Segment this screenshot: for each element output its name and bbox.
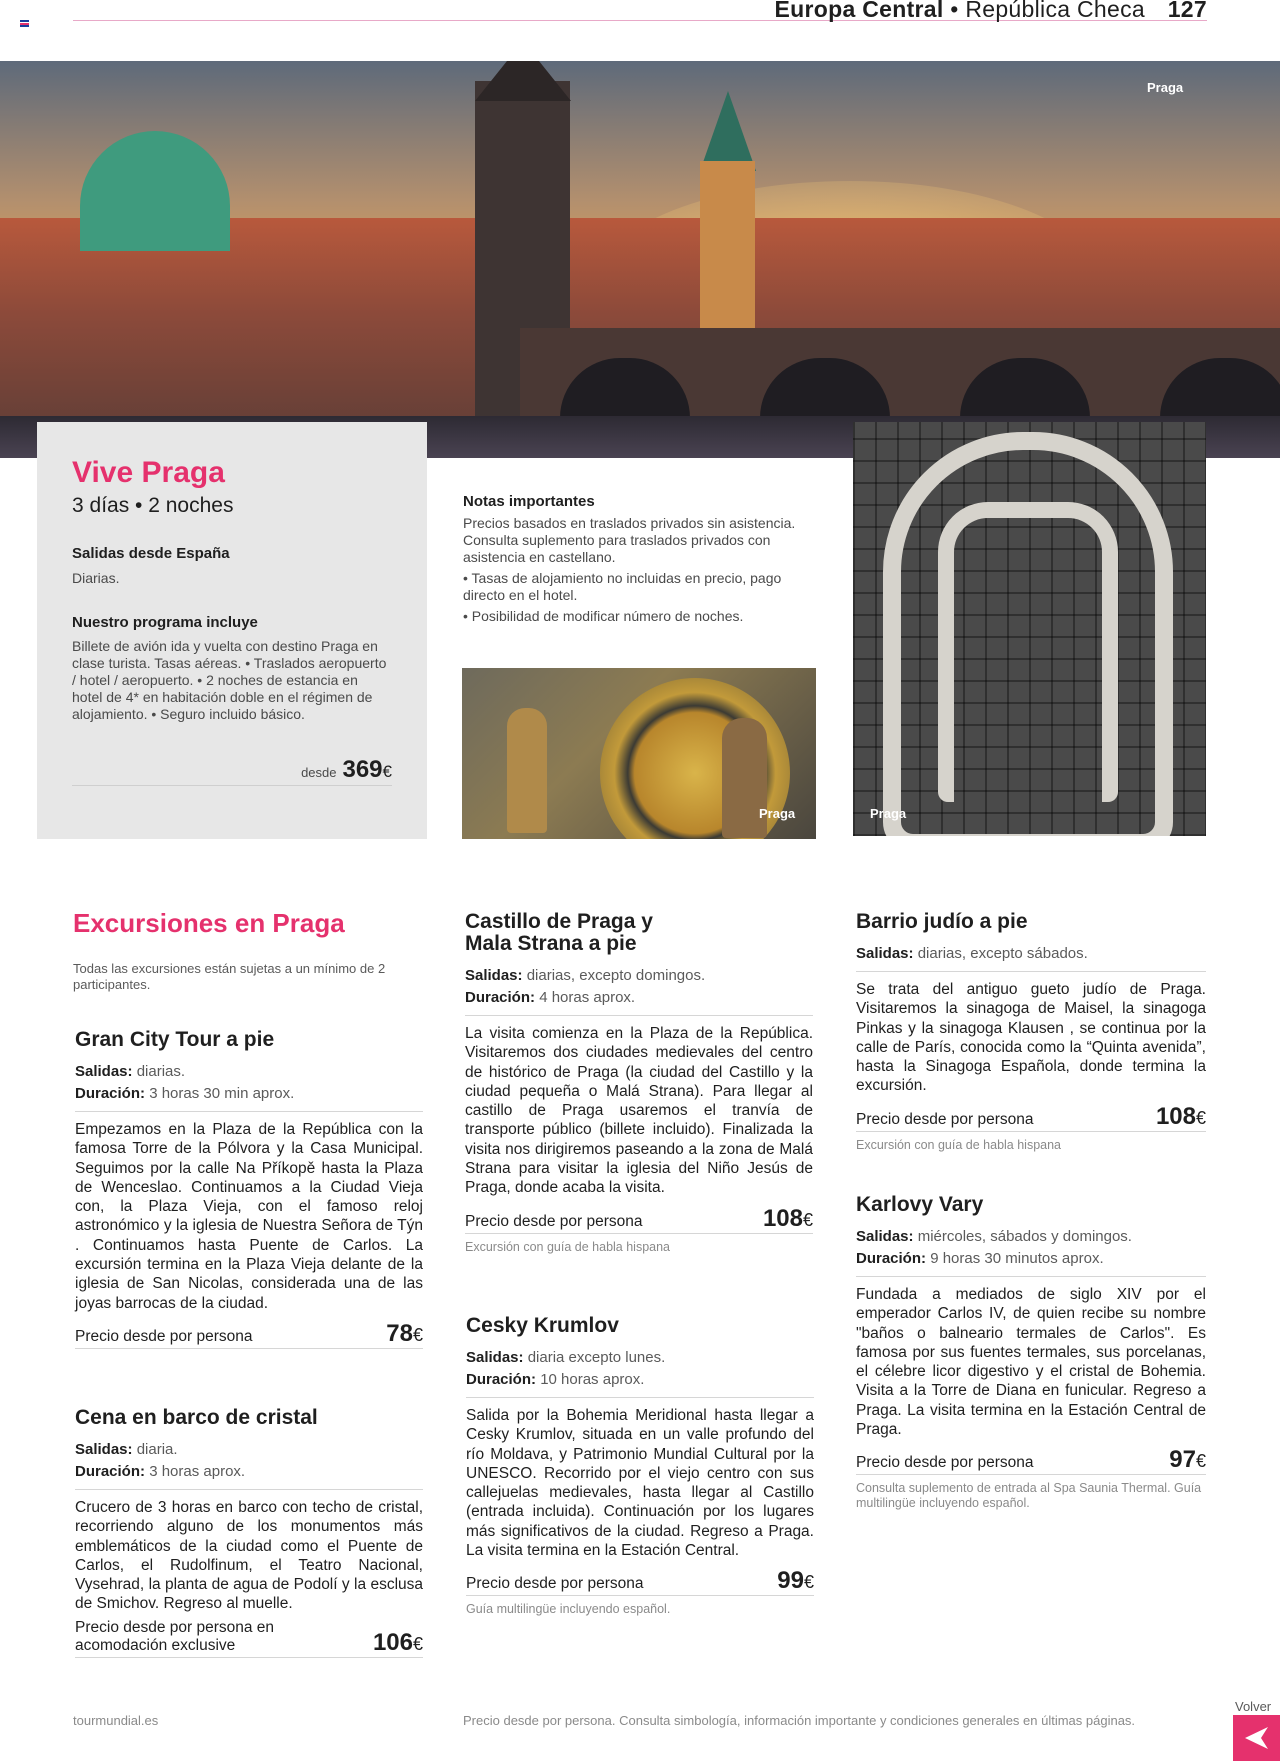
package-card: [37, 422, 427, 839]
excursion-name: Cena en barco de cristal: [75, 1406, 318, 1429]
excursion-name: Karlovy Vary: [856, 1193, 984, 1216]
excursion-name: Barrio judío a pie: [856, 910, 1028, 933]
price-currency: €: [412, 1324, 423, 1345]
excursion-gran-city-tour: [75, 1029, 423, 1349]
price-currency: €: [412, 1633, 423, 1654]
salidas-label: Salidas:: [75, 1063, 133, 1080]
excursion-description: La visita comienza en la Plaza de la República. Visitaremos dos ciudades medievales del centro de histórico de Praga (la ciudad del Castillo y la ciudad pequeña o Malá Strana). Para llegar al castillo de Praga usaremos el tranvía de transporte público (billete incluido). Finalizada la visita nos dirigiremos paseando a la zona de Malá Strana para visitar la iglesia del Niño Jesús de Praga, donde acaba la visita.: [465, 1025, 813, 1197]
header-separator: •: [950, 0, 959, 22]
price-value: 108: [1155, 1102, 1196, 1130]
excursion-note: Guía multilingüe incluyendo español.: [466, 1602, 671, 1617]
price-value: 369: [342, 756, 383, 783]
excursions-note: Todas las excursiones están sujetas a un mínimo de 2 participantes.: [73, 961, 386, 992]
departures-heading: Salidas desde España: [72, 545, 230, 562]
price-label: Precio desde por persona: [75, 1327, 253, 1345]
important-notes: [463, 493, 818, 629]
excursion-price: [465, 1204, 813, 1234]
excursion-cena-barco: [75, 1407, 423, 1658]
price-value: 78: [386, 1319, 413, 1347]
price-currency: €: [1195, 1107, 1206, 1128]
price-currency: €: [803, 1572, 814, 1593]
excursion-cesky-krumlov: [466, 1315, 814, 1617]
note-item: Precios basados en traslados privados sin asistencia. Consulta suplemento para traslados privados con asistencia en castellano.: [463, 515, 796, 565]
duracion-value: 9 horas 30 minutos aprox.: [930, 1250, 1104, 1267]
excursion-name: Castillo de Praga y Mala Strana a pie: [465, 910, 653, 955]
excursion-price: [856, 1102, 1206, 1132]
price-value: 99: [777, 1567, 804, 1595]
excursion-description: Se trata del antiguo gueto judío de Praga. Visitaremos la sinagoga de Maisel, la sinagoga Pinkas y la sinagoga Klausen , se continua por la calle de París, conocida como la “Quinta avenida”, hasta la Sinagoga Española, donde termina la excursión.: [856, 981, 1206, 1095]
price-value: 97: [1169, 1446, 1196, 1474]
page-header: [775, 0, 1208, 23]
price-label: Precio desde por persona: [466, 1575, 644, 1593]
spain-flag-icon: [20, 20, 29, 27]
header-region: Europa Central: [774, 0, 944, 22]
program-text: Billete de avión ida y vuelta con destino Praga en clase turista. Tasas aéreas. • Traslados aeropuerto / hotel / aeropuerto. • 2 noches de estancia en hotel de 4* en habitación doble en el régimen de alojamiento. • Seguro incluido básico.: [72, 638, 387, 722]
excursion-price: [75, 1319, 423, 1349]
price-prefix: desde: [301, 765, 337, 780]
salidas-label: Salidas:: [856, 945, 914, 962]
excursion-price: [75, 1620, 423, 1658]
price-currency: €: [382, 762, 392, 781]
astronomical-clock-photo: [462, 668, 816, 839]
package-price: [72, 756, 392, 786]
excursion-description: Salida por la Bohemia Meridional hasta llegar a Cesky Krumlov, situada en un valle profundo del río Moldava, y Patrimonio Mundial Cultural por la UNESCO. Recorrido por el viejo centro con sus callejuelas medievales, hasta llegar al Castillo (entrada incluida). Continuación por los lugares más significativos de la ciudad. Regreso a Praga. La visita termina en la Estación Central.: [466, 1407, 814, 1560]
excursion-castillo-praga: [465, 911, 813, 1255]
excursion-description: Crucero de 3 horas en barco con techo de cristal, recorriendo alguno de los monumentos más emblemáticos de la ciudad como el Puente de Carlos, el Rudolfinum, el Teatro Nacional, Vysehrad, la planta de agua de Podolí y la esclusa de Smichov. Regreso al muelle.: [75, 1499, 423, 1613]
duracion-value: 3 horas aprox.: [149, 1463, 246, 1480]
excursion-note: Excursión con guía de habla hispana: [856, 1137, 1062, 1152]
duracion-label: Duración:: [465, 989, 536, 1006]
duracion-label: Duración:: [856, 1250, 927, 1267]
clock-photo-label: Praga: [759, 806, 796, 821]
price-label: Precio desde por persona en acomodación exclusive: [75, 1618, 275, 1654]
salidas-value: diarias, excepto sábados.: [917, 945, 1088, 962]
salidas-value: diarias.: [136, 1063, 186, 1080]
package-title: Vive Praga: [72, 456, 225, 489]
note-item: • Posibilidad de modificar número de noches.: [463, 608, 744, 624]
cobblestone-mosaic-photo: [853, 422, 1206, 836]
footer-disclaimer: Precio desde por persona. Consulta simbología, información importante y condiciones generales en últimas páginas.: [463, 1713, 1136, 1728]
excursion-description: Empezamos en la Plaza de la República con la famosa Torre de la Pólvora y la Casa Municipal. Seguimos por la calle Na Příkopě hasta la Plaza de Wenceslao. Continuamos a la Ciudad Vieja con, la Plaza Vieja, con el famoso reloj astronómico y la iglesia de Nuestra Señora de Týn . Continuamos hasta Puente de Carlos. La excursión termina en la Plaza Vieja delante de la iglesia de San Nicolas, considerada una de las joyas barrocas de la ciudad.: [75, 1121, 423, 1312]
salidas-label: Salidas:: [465, 967, 523, 984]
salidas-value: diarias, excepto domingos.: [526, 967, 706, 984]
duracion-label: Duración:: [466, 1371, 537, 1388]
price-value: 108: [762, 1204, 803, 1232]
excursions-title: Excursiones en Praga: [73, 908, 345, 938]
back-arrow-icon: [1243, 1725, 1270, 1751]
excursion-note: Excursión con guía de habla hispana: [465, 1239, 671, 1254]
excursion-name: Gran City Tour a pie: [75, 1028, 275, 1051]
excursion-price: [856, 1446, 1206, 1475]
excursion-karlovy-vary: [856, 1194, 1206, 1511]
page-number: 127: [1167, 0, 1207, 22]
footer-site: tourmundial.es: [73, 1713, 159, 1728]
duracion-value: 4 horas aprox.: [539, 989, 636, 1006]
salidas-value: miércoles, sábados y domingos.: [917, 1228, 1132, 1245]
duracion-label: Duración:: [75, 1463, 146, 1480]
excursion-description: Fundada a mediados de siglo XIV por el emperador Carlos IV, de quien recibe su nombre "baños o balneario termales de Carlos". Es famosa por sus fuentes termales, sus porcelanas, el célebre licor digestivo y el cristal de Bohemia. Visita a la Torre de Diana en funicular. Regreso a Praga. La visita termina en la Estación Central de Praga.: [856, 1286, 1206, 1439]
package-duration: 3 días • 2 noches: [72, 494, 234, 517]
excursion-note: Consulta suplemento de entrada al Spa Saunia Thermal. Guía multilingüe incluyendo español.: [856, 1481, 1202, 1511]
duracion-value: 3 horas 30 min aprox.: [149, 1085, 295, 1102]
excursion-barrio-judio: [856, 911, 1206, 1153]
back-label[interactable]: Volver: [1235, 1699, 1272, 1714]
mosaic-photo-label: Praga: [870, 806, 907, 821]
price-label: Precio desde por persona: [856, 1454, 1034, 1472]
price-currency: €: [802, 1209, 813, 1230]
notes-heading: Notas importantes: [463, 493, 595, 510]
price-label: Precio desde por persona: [856, 1110, 1034, 1128]
salidas-label: Salidas:: [75, 1441, 133, 1458]
program-heading: Nuestro programa incluye: [72, 614, 258, 631]
salidas-value: diaria excepto lunes.: [527, 1349, 666, 1366]
salidas-label: Salidas:: [856, 1228, 914, 1245]
duracion-label: Duración:: [75, 1085, 146, 1102]
salidas-value: diaria.: [136, 1441, 178, 1458]
hero-photo-prague: [0, 61, 1280, 458]
back-button[interactable]: [1233, 1715, 1280, 1761]
note-item: • Tasas de alojamiento no incluidas en precio, pago directo en el hotel.: [463, 570, 782, 603]
excursion-price: [466, 1567, 814, 1596]
duracion-value: 10 horas aprox.: [540, 1371, 645, 1388]
salidas-label: Salidas:: [466, 1349, 524, 1366]
hero-photo-label: Praga: [1147, 80, 1184, 95]
price-value: 106: [372, 1628, 413, 1656]
header-country: República Checa: [965, 0, 1146, 22]
departures-text: Diarias.: [72, 570, 120, 586]
price-label: Precio desde por persona: [465, 1212, 643, 1230]
excursion-name: Cesky Krumlov: [466, 1314, 619, 1337]
price-currency: €: [1195, 1451, 1206, 1472]
